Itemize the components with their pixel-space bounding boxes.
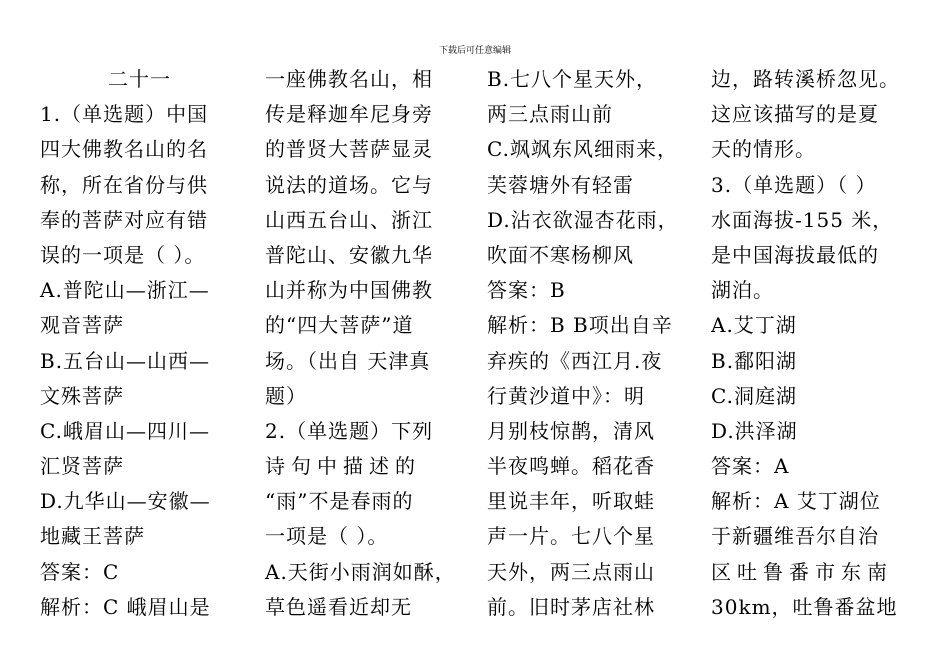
- text-line: 1.（单选题）中国: [40, 102, 209, 127]
- text-line: 弃疾的《西江月.夜: [487, 348, 663, 373]
- text-line: 答案：B: [487, 278, 566, 303]
- text-line: 前。旧时茅店社林: [487, 594, 655, 619]
- text-line: D.沾衣欲湿杏花雨，: [487, 207, 679, 232]
- text-line: 传是释迦牟尼身旁: [265, 102, 433, 127]
- text-line: 的“四大菩萨”道: [265, 313, 414, 338]
- text-line: C.洞庭湖: [711, 383, 797, 408]
- text-line: 行黄沙道中》：明: [487, 383, 645, 408]
- text-line: 吹面不寒杨柳风: [487, 242, 634, 267]
- text-line: B.鄱阳湖: [711, 348, 798, 373]
- text-line: 观音菩萨: [40, 313, 124, 338]
- text-line: B.七八个星天外，: [487, 67, 658, 91]
- text-line: 这应该描写的是夏: [711, 102, 879, 127]
- text-line: 3.（单选题）（ ）: [711, 172, 877, 197]
- text-line: 湖泊。: [711, 278, 774, 303]
- text-column-3: [487, 62, 697, 625]
- text-line: 月别枝惊鹊，清风: [487, 418, 655, 443]
- text-line: D.九华山—安徽—: [40, 489, 211, 514]
- page-header: 下载后可任意编辑: [438, 46, 511, 56]
- text-line: 答案：C: [40, 559, 120, 584]
- text-line: 答案：A: [711, 454, 790, 479]
- text-line: 诗句中描述的: [265, 454, 421, 479]
- text-line: 文殊菩萨: [40, 383, 124, 408]
- section-title: 二十一: [108, 67, 171, 91]
- text-line: 水面海拔-155 米，: [711, 207, 894, 232]
- text-line: 误的一项是（ ）。: [40, 242, 206, 267]
- text-line: 草色遥看近却无: [265, 594, 412, 619]
- text-line: 里说丰年，听取蛙: [487, 489, 655, 514]
- text-line: 芙蓉塘外有轻雷: [487, 172, 634, 197]
- text-line: 一项是（ ）。: [265, 524, 389, 549]
- text-line: 说法的道场。它与: [265, 172, 433, 197]
- text-line: 的普贤大菩萨显灵: [265, 137, 433, 162]
- text-line: C.峨眉山—四川—: [40, 418, 210, 443]
- text-line: A.艾丁湖: [711, 313, 797, 338]
- text-line: “雨”不是春雨的: [265, 489, 414, 514]
- text-line: 解析：B B项出自辛: [487, 313, 673, 338]
- text-column-4: [711, 62, 921, 625]
- text-line: 天外，两三点雨山: [487, 559, 655, 584]
- text-column-2: [265, 62, 475, 625]
- text-line: 山西五台山、浙江: [265, 207, 433, 232]
- text-line: A.普陀山—浙江—: [40, 278, 210, 303]
- text-line: 称，所在省份与供: [40, 172, 208, 197]
- text-column-1: [40, 62, 250, 625]
- text-line: 区吐鲁番市东南: [711, 559, 893, 584]
- text-line: 解析：A 艾丁湖位: [711, 489, 881, 514]
- text-line: C.飒飒东风细雨来，: [487, 137, 678, 162]
- text-line: 地藏王菩萨: [40, 524, 145, 549]
- text-line: B.五台山—山西—: [40, 348, 211, 373]
- text-line: 天的情形。: [711, 137, 816, 162]
- text-line: 四大佛教名山的名: [40, 137, 208, 162]
- text-line: 题）: [265, 383, 307, 408]
- text-line: 一座佛教名山，相: [265, 67, 433, 91]
- text-line: 30km，吐鲁番盆地: [711, 594, 898, 619]
- text-line: 普陀山、安徽九华: [265, 242, 433, 267]
- text-line: 两三点雨山前: [487, 102, 613, 127]
- text-line: 场。（出自 天津真: [265, 348, 431, 373]
- text-line: 2.（单选题）下列: [265, 418, 434, 443]
- text-line: D.洪泽湖: [711, 418, 798, 443]
- text-line: A.天街小雨润如酥，: [265, 559, 456, 584]
- text-line: 解析：C 峨眉山是: [40, 594, 211, 619]
- text-line: 山并称为中国佛教: [265, 278, 433, 303]
- text-line: 声一片。七八个星: [487, 524, 655, 549]
- text-line: 汇贤菩萨: [40, 454, 124, 479]
- text-line: 半夜鸣蝉。稻花香: [487, 454, 655, 479]
- text-line: 于新疆维吾尔自治: [711, 524, 879, 549]
- text-line: 是中国海拔最低的: [711, 242, 879, 267]
- text-line: 边，路转溪桥忽见。: [711, 67, 900, 91]
- text-line: 奉的菩萨对应有错: [40, 207, 208, 232]
